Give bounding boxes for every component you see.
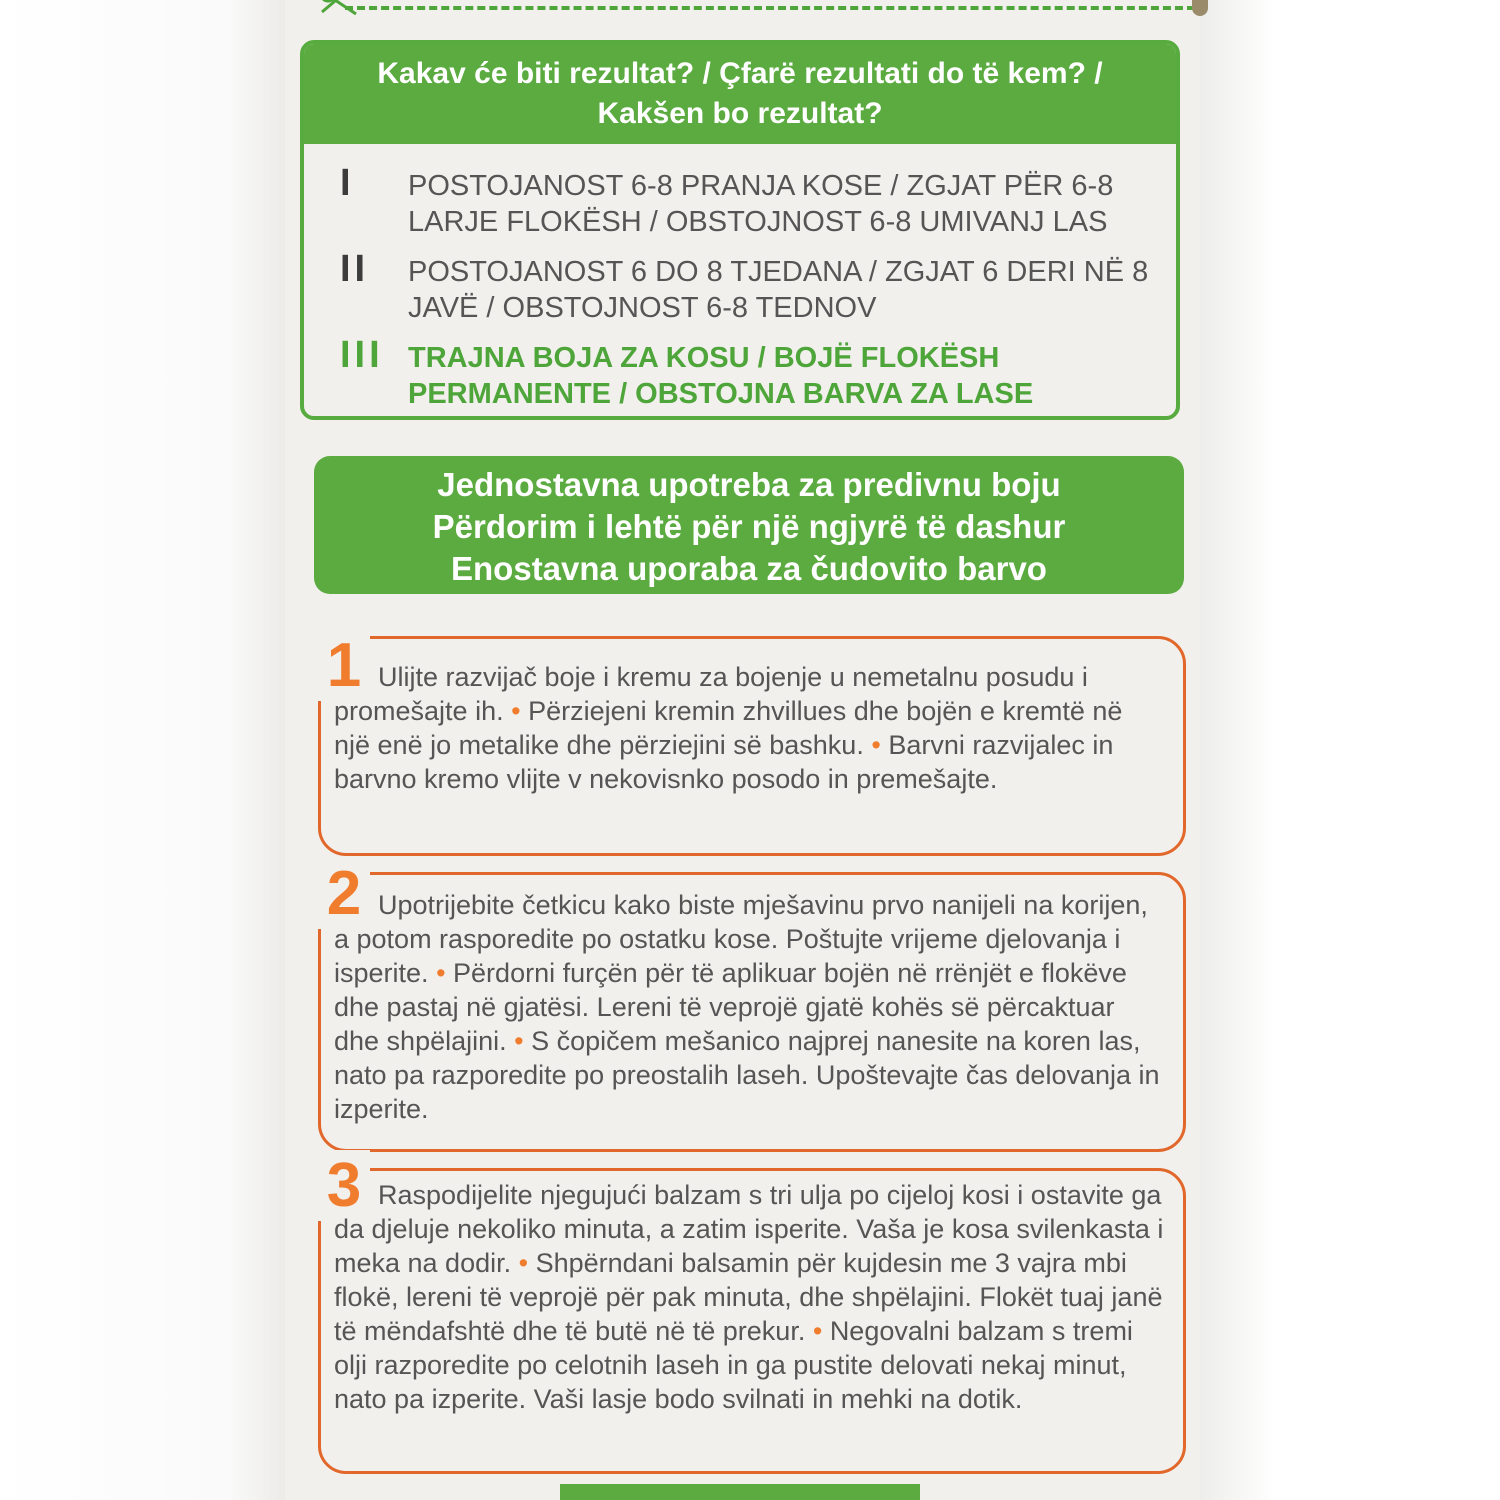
- step-text-sl: S čopičem mešanico najprej nanesite na koren las, nato pa razporedite po preostalih laseh. Upoštevajte čas delovanja in izperite.: [334, 1026, 1160, 1124]
- step-text-sl: Barvni razvijalec in barvno kremo vlijte v nekovisnko posodo in premešajte.: [334, 730, 1114, 794]
- step-number: 1: [318, 630, 370, 701]
- result-numeral: III: [340, 334, 384, 376]
- corner-mark: [1192, 0, 1208, 16]
- bullet-separator: •: [514, 1026, 532, 1056]
- step-text-hr: Upotrijebite četkicu kako biste mješavinu prvo nanijeli na korijen, a potom rasporedite po ostatku kose. Poštujte vrijeme djelovanja i isperite.: [334, 890, 1148, 988]
- scissors-icon: [318, 0, 358, 23]
- result-text: POSTOJANOST 6 DO 8 TJEDANA / ZGJAT 6 DERI NË 8 JAVË / OBSTOJNOST 6-8 TEDNOV: [408, 256, 1149, 324]
- step-text-hr: Raspodijelite njegujući balzam s tri ulja po cijeloj kosi i ostavite ga da djeluje nekoliko minuta, a zatim isperite. Vaša je kosa svilenkasta i meka na dodir.: [334, 1180, 1164, 1278]
- result-title-line-2: Kakšen bo rezultat?: [597, 97, 883, 130]
- step-text-sl: Negovalni balzam s tremi olji razporedite po celotnih laseh in ga pustite delovati nekaj minut, nato pa izperite. Vaši lasje bodo svilnati in mehki na dotik.: [334, 1316, 1133, 1414]
- step-3-text: [334, 1178, 1164, 1416]
- step-text-sq: Shpërndani balsamin për kujdesin me 3 vajra mbi flokë, lereni të veprojë për pak minuta, dhe shpëlajini. Flokët tuaj janë të mëndafshtë dhe të butë në të prekur.: [334, 1248, 1163, 1346]
- result-numeral: I: [340, 162, 355, 204]
- bullet-separator: •: [812, 1316, 830, 1346]
- package-left-edge: [0, 0, 285, 1500]
- step-number: 2: [318, 858, 370, 929]
- step-2-text: [334, 888, 1164, 1126]
- result-title: [304, 44, 1176, 144]
- package-right-edge: [1200, 0, 1500, 1500]
- usage-line-3: Enostavna uporaba za čudovito barvo: [451, 550, 1047, 587]
- result-text: POSTOJANOST 6-8 PRANJA KOSE / ZGJAT PËR 6-8 LARJE FLOKËSH / OBSTOJNOST 6-8 UMIVANJ LAS: [408, 170, 1114, 238]
- bullet-separator: •: [871, 730, 889, 760]
- usage-banner: [314, 456, 1184, 594]
- usage-line-1: Jednostavna upotreba za predivnu boju: [437, 466, 1061, 503]
- step-1-text: [334, 660, 1164, 796]
- bullet-separator: •: [518, 1248, 536, 1278]
- result-numeral: II: [340, 248, 370, 290]
- step-text-sq: Përdorni furçën për të aplikuar bojën në rrënjët e flokëve dhe pastaj në gjatësi. Lereni të veprojë gjatë kohës së përcaktuar dhe shpëlajini.: [334, 958, 1127, 1056]
- bottom-green-band: [560, 1484, 920, 1500]
- step-text-sq: Përziejeni kremin zhvillues dhe bojën e kremtë në një enë jo metalike dhe përziejini së bashku.: [334, 696, 1123, 760]
- bullet-separator: •: [511, 696, 529, 726]
- result-text: TRAJNA BOJA ZA KOSU / BOJË FLOKËSH PERMANENTE / OBSTOJNA BARVA ZA LASE: [408, 342, 1034, 410]
- cut-line: [345, 6, 1195, 10]
- bullet-separator: •: [436, 958, 454, 988]
- step-text-hr: Ulijte razvijač boje i kremu za bojenje u nemetalnu posudu i promešajte ih.: [334, 662, 1088, 726]
- result-section: [300, 40, 1180, 420]
- result-title-line-1: Kakav će biti rezultat? / Çfarë rezultati do të kem? /: [377, 57, 1103, 90]
- usage-line-2: Përdorim i lehtë për një ngjyrë të dashur: [432, 508, 1066, 545]
- step-number: 3: [318, 1150, 370, 1221]
